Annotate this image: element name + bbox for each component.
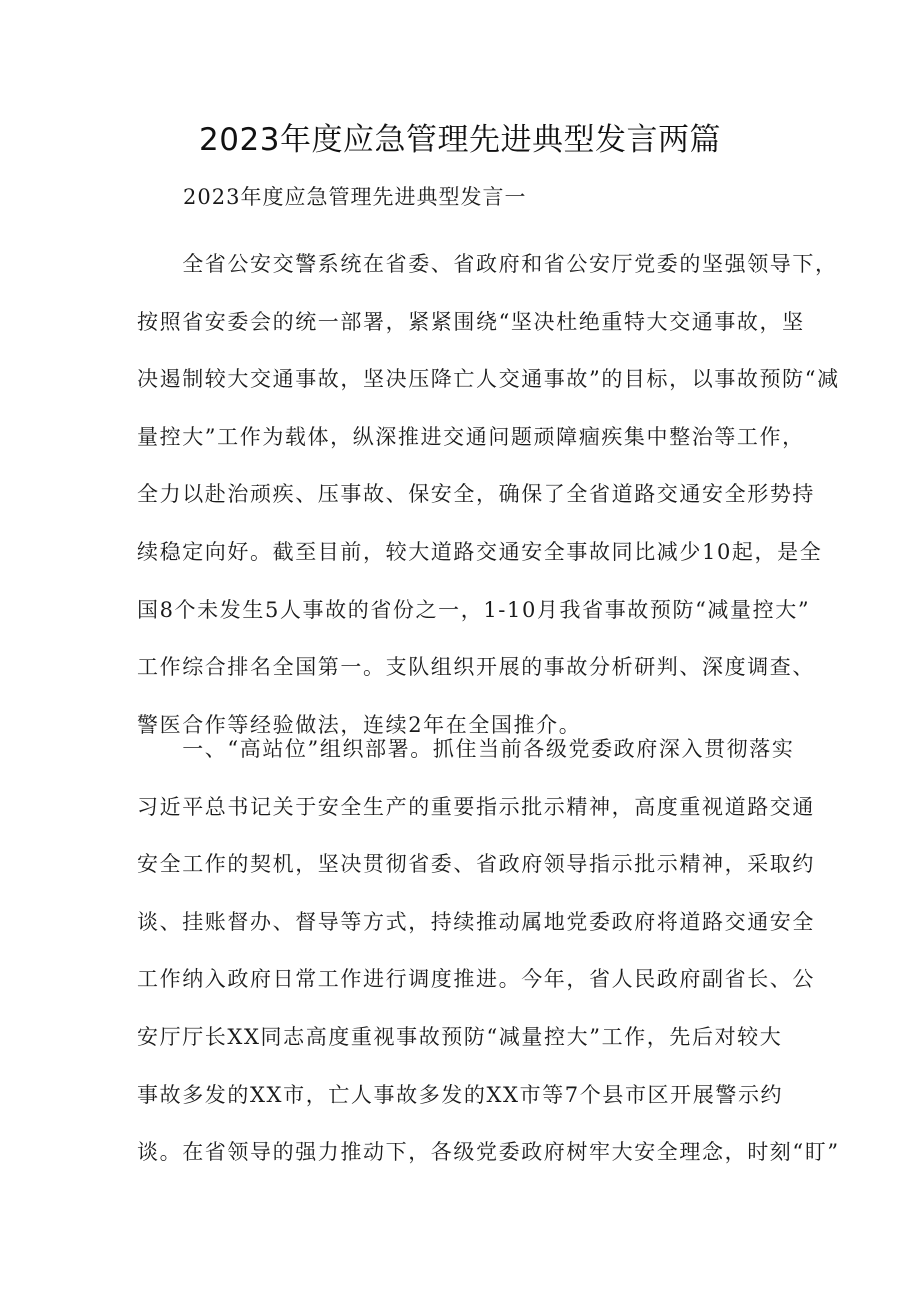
text-line: 工作纳入政府日常工作进行调度推进。今年，省人民政府副省长、公 (137, 967, 815, 992)
text-line: 谈、挂账督办、督导等方式，持续推动属地党委政府将道路交通安全 (137, 909, 815, 934)
document-title: 2023年度应急管理先进典型发言两篇 (199, 122, 721, 158)
text-line: 按照省安委会的统一部署，紧紧围绕“坚决杜绝重特大交通事故，坚 (137, 309, 805, 334)
text-line: 工作综合排名全国第一。支队组织开展的事故分析研判、深度调查、 (137, 655, 815, 680)
paragraph-intro (137, 236, 840, 754)
paragraph-section-one (137, 721, 840, 1182)
document-subtitle: 2023年度应急管理先进典型发言一 (183, 185, 527, 209)
text-line: 全力以赴治顽疾、压事故、保安全，确保了全省道路交通安全形势持 (137, 482, 815, 507)
text-line: 量控大”工作为载体，纵深推进交通问题顽障痼疾集中整治等工作， (137, 424, 805, 449)
text-line: 安厅厅长XX同志高度重视事故预防“减量控大”工作，先后对较大 (137, 1024, 783, 1049)
text-line: 国8个未发生5人事故的省份之一，1-10月我省事故预防“减量控大” (137, 597, 811, 622)
text-line: 一、“高站位”组织部署。抓住当前各级党委政府深入贯彻落实 (137, 737, 795, 761)
text-line: 决遏制较大交通事故，坚决压降亡人交通事故”的目标，以事故预防“减 (137, 367, 840, 392)
text-line: 续稳定向好。截至目前，较大道路交通安全事故同比减少10起，是全 (137, 539, 823, 564)
text-line: 习近平总书记关于安全生产的重要指示批示精神，高度重视道路交通 (137, 794, 815, 819)
text-line: 全省公安交警系统在省委、省政府和省公安厅党委的坚强领导下， (137, 252, 838, 276)
text-line: 事故多发的XX市，亡人事故多发的XX市等7个县市区开展警示约 (137, 1082, 784, 1107)
text-line: 安全工作的契机，坚决贯彻省委、省政府领导指示批示精神，采取约 (137, 852, 815, 877)
text-line: 谈。在省领导的强力推动下，各级党委政府树牢大安全理念，时刻“盯” (137, 1140, 840, 1165)
text-line: 警医合作等经验做法，连续2年在全国推介。 (137, 712, 582, 737)
